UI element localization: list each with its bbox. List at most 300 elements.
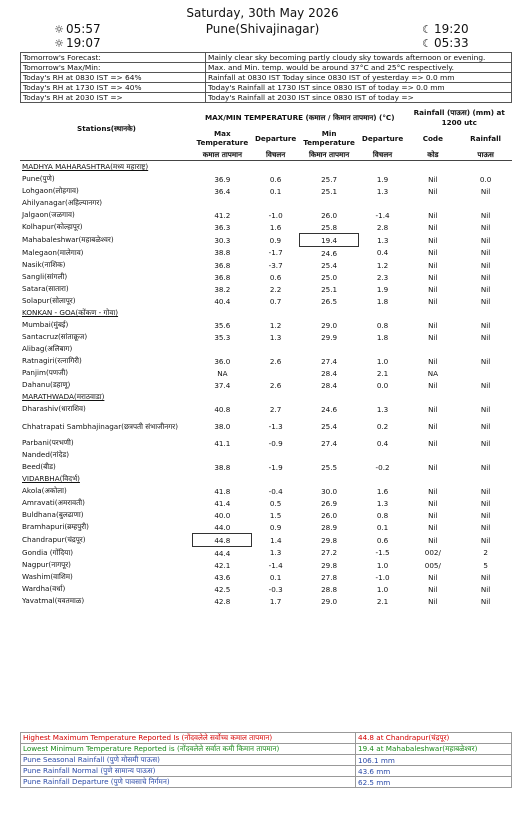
min-temp: 29.9 [321,332,338,342]
max-temp: 40.0 [214,510,231,520]
forecast-key: Today's RH at 0830 IST => 64% [21,73,206,83]
station-name: Solapur(सोलापूर) [22,296,76,305]
station-name: Yavatmal(यवतमाळ) [22,596,85,605]
summary-label: Highest Maximum Temperature Reported Is (नोंदवलेले सर्वोच्च कमाल तापमान) [21,733,356,744]
station-name: Chhatrapati Sambhajinagar(छत्रपती संभाजीनगर) [22,421,179,431]
station-name: Panjim(पणजी) [22,368,69,377]
max-departure: -1.4 [268,560,283,570]
rain-code: Nil [428,222,438,232]
section-title: MARATHWADA(मराठवाडा) [22,392,105,401]
min-departure [359,449,407,461]
min-temp: 28.8 [321,584,338,594]
min-temp: 26.9 [321,498,338,508]
min-departure: -0.2 [375,462,390,472]
max-departure: 0.1 [269,186,282,196]
min-temp: 25.8 [321,222,338,232]
rainfall-value: Nil [480,510,491,520]
min-departure: 0.1 [376,522,389,532]
max-departure: -1.9 [268,462,283,472]
rain-code: Nil [428,572,438,582]
rainfall-value: Nil [480,535,491,545]
station-row [20,403,512,415]
min-temp: 25.0 [321,272,338,282]
max-departure: 0.6 [269,272,282,282]
min-temp: 19.4 [300,234,359,247]
min-departure: 0.0 [376,380,389,390]
max-departure: 2.2 [269,284,282,294]
station-row [20,509,512,521]
min-departure: 1.9 [376,284,389,294]
max-temp: 44.8 [193,534,252,547]
moonset-value: 05:33 [434,36,469,50]
station-name: Nasik(नाशिक) [22,260,66,269]
section-row [20,307,512,319]
max-temp: 38.2 [214,284,231,294]
forecast-value: Rainfall at 0830 IST Today since 0830 IST of yesterday => 0.0 mm [206,73,512,83]
station-row [20,295,512,307]
summary-row [21,766,512,777]
max-temp: 42.8 [214,596,231,606]
forecast-row [21,83,512,93]
min-temp: 25.5 [321,462,338,472]
max-departure [252,367,300,379]
max-departure: -1.0 [268,210,283,220]
max-departure: 1.5 [269,510,282,520]
rain-code: Nil [428,356,438,366]
min-departure: 1.2 [376,260,389,270]
report-date: Saturday, 30th May 2026 [186,6,339,20]
forecast-value: Max. and Min. temp. would be around 37°C and 25°C respectively. [206,63,512,73]
min-departure: 1.3 [377,235,389,245]
station-name: Ratnagiri(रत्नागिरी) [22,356,82,365]
max-temp: 38.8 [214,462,231,472]
sunrise-time [52,22,101,36]
forecast-row [21,93,512,103]
min-departure: 0.4 [376,438,389,448]
forecast-value: Mainly clear sky becoming partly cloudy sky towards afternoon or evening. [206,53,512,63]
max-temp: 36.3 [214,222,231,232]
rainfall-value: Nil [480,186,491,196]
min-temp: 27.2 [321,548,338,558]
max-departure: 1.6 [269,222,282,232]
station-name: Bramhapuri(ब्रम्हपुरी) [22,522,89,532]
min-temp: 26.0 [321,510,338,520]
rainfall-value [459,343,512,355]
summary-value: 62.5 mm [356,777,512,788]
station-row [20,283,512,295]
col-group-temperature: MAX/MIN TEMPERATURE (कमाल / किमान तापमान) (°C) [204,112,395,122]
col-max: Max Temperature [196,129,249,147]
rain-code: Nil [428,260,438,270]
section-row [20,391,512,403]
rain-code: Nil [428,498,438,508]
station-name: Ahilyanagar(अहिल्यानगर) [22,198,103,207]
rainfall-value: Nil [480,235,491,245]
max-temp: 43.6 [214,572,231,582]
min-temp: 26.5 [321,296,338,306]
station-name: Jalgaon(जळगाव) [22,210,75,219]
station-row [20,319,512,331]
min-departure: -1.0 [375,572,390,582]
max-temp: NA [217,368,228,378]
max-departure: 1.7 [269,596,282,606]
min-departure: 0.8 [376,510,389,520]
rain-code: Nil [428,404,438,414]
station-name: Wardha(वर्धा) [22,584,66,593]
min-departure: 2.8 [376,222,389,232]
min-departure: 0.6 [376,535,389,545]
station-city: Pune(Shivajinagar) [205,22,320,36]
rainfall-value: Nil [480,356,491,366]
min-temp: 28.9 [321,522,338,532]
col-hi-blank [20,149,193,161]
rain-code: Nil [428,486,438,496]
min-departure: 1.0 [376,356,389,366]
min-temp: 25.1 [321,284,338,294]
section-title: VIDARBHA(विदर्भ) [22,474,80,483]
station-row [20,534,512,547]
section-title: MADHYA MAHARASHTRA(मध्य महाराष्ट्र) [22,162,149,171]
station-name: Buldhana(बुलढाणा) [22,510,84,519]
forecast-row [21,73,512,83]
rain-code: Nil [428,272,438,282]
moonrise-value: 19:20 [434,22,469,36]
min-temp: 29.0 [321,596,338,606]
max-departure: 2.6 [269,380,282,390]
station-row [20,461,512,473]
min-departure: -1.5 [375,548,390,558]
sunrise-value: 05:57 [66,22,101,36]
rain-code [406,197,459,209]
rainfall-value: 0.0 [479,174,492,184]
rainfall-value: Nil [480,522,491,532]
col-min: Min Temperature [303,129,355,147]
max-departure: 0.1 [269,572,282,582]
col-rainfall: Rainfall [470,133,502,143]
min-departure: 0.4 [376,248,389,258]
max-departure: -0.3 [268,584,283,594]
rainfall-value: Nil [480,380,491,390]
min-temp [300,343,359,355]
station-row [20,271,512,283]
station-name: Chandrapur(चंद्रपूर) [22,535,86,544]
min-temp: 28.4 [321,380,338,390]
summary-label: Pune Rainfall Departure (पुणे पावसाचे निर्गमन) [21,777,356,788]
min-departure [359,343,407,355]
rainfall-value: Nil [480,572,491,582]
forecast-value: Today's Rainfall at 1730 IST since 0830 IST of today => 0.0 mm [206,83,512,93]
max-temp: 42.1 [214,560,231,570]
section-row [20,473,512,485]
summary-row [21,744,512,755]
rain-code: Nil [428,462,438,472]
sunset-icon: ☼ [54,37,64,50]
summary-row [21,755,512,766]
rain-code: Nil [428,210,438,220]
rain-code: Nil [428,320,438,330]
max-temp [193,449,252,461]
station-row [20,259,512,271]
max-departure: -0.9 [268,438,283,448]
min-departure: 0.8 [376,320,389,330]
station-row [20,355,512,367]
min-departure: 1.9 [376,174,389,184]
rain-code: Nil [428,284,438,294]
min-departure: 0.2 [376,421,389,431]
station-row [20,559,512,571]
min-temp: 25.4 [321,421,338,431]
station-row [20,571,512,583]
max-temp: 40.8 [214,404,231,414]
rain-code: Nil [428,248,438,258]
min-temp: 29.8 [321,535,338,545]
forecast-row [21,53,512,63]
max-temp: 44.0 [214,522,231,532]
max-temp: 41.1 [214,438,231,448]
min-departure: -1.4 [375,210,390,220]
rain-code: Nil [428,421,438,431]
station-name: Satara(सातारा) [22,284,69,293]
min-temp: 27.4 [321,438,338,448]
max-temp: 42.5 [214,584,231,594]
station-name: Santacruz(सांताक्रूज) [22,332,88,341]
max-temp: 36.4 [214,186,231,196]
rainfall-value: 2 [483,548,488,558]
min-temp: 30.0 [321,486,338,496]
station-row [20,221,512,234]
min-temp [300,449,359,461]
station-name: Sangli(सांगली) [22,272,68,281]
max-temp: 35.6 [214,320,231,330]
station-name: Amravati(अमरावती) [22,498,85,507]
rainfall-value: Nil [480,404,491,414]
station-name: Pune(पुणे) [22,174,55,183]
min-departure: 1.6 [376,486,389,496]
max-departure: 0.6 [269,174,282,184]
col-hi-min: किमान तापमान [300,149,359,161]
rainfall-value: Nil [480,222,491,232]
rain-code: Nil [428,174,438,184]
station-name: Lohgaon(लोहगाव) [22,186,79,195]
min-temp: 25.4 [321,260,338,270]
summary-label: Pune Seasonal Rainfall (पुणे मोसमी पाऊस) [21,755,356,766]
station-row [20,437,512,449]
min-temp [300,197,359,209]
min-temp: 25.7 [321,174,338,184]
summary-value: 106.1 mm [356,755,512,766]
station-row [20,331,512,343]
station-row [20,173,512,185]
summary-table [20,732,512,788]
col-stations: Stations(स्थानके) [77,123,136,133]
rainfall-value: Nil [480,260,491,270]
summary-value: 44.8 at Chandrapur(चंद्रपूर) [356,733,512,744]
max-temp: 36.0 [214,356,231,366]
station-name: Beed(बीड) [22,462,56,471]
col-hi-dep2: विचलन [359,149,407,161]
rainfall-value: Nil [480,296,491,306]
max-departure: 1.3 [269,548,282,558]
max-temp: 38.0 [214,421,231,431]
min-temp: 27.8 [321,572,338,582]
min-departure: 2.3 [376,272,389,282]
max-temp: 37.4 [214,380,231,390]
station-row [20,234,512,247]
max-temp: 41.4 [214,498,231,508]
max-departure: 2.6 [269,356,282,366]
max-departure: 0.7 [269,296,282,306]
summary-label: Lowest Minimum Temperature Reported is (नोंदवलेले सर्वात कमी किमान तापमान) [21,744,356,755]
station-row [20,583,512,595]
max-temp: 36.8 [214,272,231,282]
station-row [20,521,512,534]
max-temp: 36.8 [214,260,231,270]
col-code: Code [422,133,443,143]
station-name: Kolhapur(कोल्हापूर) [22,222,83,232]
rainfall-value: Nil [480,248,491,258]
rain-code [406,343,459,355]
station-name: Mahabaleshwar(महाबळेश्वर) [22,235,114,244]
max-departure: 2.7 [269,404,282,414]
station-name: Parbani(परभणी) [22,438,74,447]
min-temp: 25.1 [321,186,338,196]
max-departure [252,343,300,355]
min-departure: 1.3 [376,186,389,196]
summary-row [21,777,512,788]
rain-code: 005/ [424,560,441,570]
sunset-time [52,36,101,50]
rainfall-value: Nil [480,210,491,220]
rainfall-value [459,197,512,209]
max-temp: 41.8 [214,486,231,496]
min-temp: 29.0 [321,320,338,330]
rain-code: Nil [428,235,438,245]
rainfall-value: Nil [480,486,491,496]
max-departure: 1.3 [269,332,282,342]
max-temp [193,343,252,355]
forecast-key: Today's RH at 2030 IST => [21,93,206,103]
min-departure: 1.3 [376,498,389,508]
rain-code [406,449,459,461]
station-row [20,367,512,379]
max-departure: 1.4 [270,535,282,545]
rainfall-value: Nil [480,498,491,508]
min-departure [359,197,407,209]
min-departure: 1.0 [376,560,389,570]
rainfall-value: Nil [480,462,491,472]
rain-code: Nil [428,535,438,545]
col-hi-code: कोड [406,149,459,161]
station-row [20,185,512,197]
rainfall-value [459,367,512,379]
rainfall-value: Nil [480,332,491,342]
max-departure: -1.3 [268,421,283,431]
rainfall-value [459,449,512,461]
min-departure: 1.3 [376,404,389,414]
station-name: Mumbai(मुंबई) [22,320,69,329]
sunset-value: 19:07 [66,36,101,50]
min-departure: 1.0 [376,584,389,594]
min-departure: 1.8 [376,332,389,342]
section-title: KONKAN - GOA(कोंकण - गोवा) [22,308,119,317]
section-row [20,161,512,174]
station-row [20,595,512,607]
rain-code: Nil [428,186,438,196]
moonrise-time [420,22,469,36]
rain-code: 002/ [424,548,441,558]
station-row [20,547,512,560]
forecast-value: Today's Rainfall at 2030 IST since 0830 IST of today => [206,93,512,103]
max-departure [252,449,300,461]
max-temp [193,197,252,209]
min-departure: 1.8 [376,296,389,306]
min-temp: 24.6 [321,248,338,258]
station-row [20,197,512,209]
min-temp: 29.8 [321,560,338,570]
station-row [20,415,512,437]
moonrise-icon: ☾ [422,23,432,36]
rainfall-value: Nil [480,284,491,294]
report-header [0,0,525,52]
rainfall-value: Nil [480,272,491,282]
station-name: Malegaon(मालेगाव) [22,247,84,257]
forecast-key: Tomorrow's Forecast: [21,53,206,63]
station-row [20,209,512,221]
station-name: Nagpur(नागपूर) [22,560,71,569]
min-departure: 2.1 [376,596,389,606]
rain-code: Nil [428,332,438,342]
station-name: Dharashiv(धाराशिव) [22,404,86,413]
station-name: Gondia (गोंदिया) [22,547,73,557]
station-row [20,497,512,509]
summary-row [21,733,512,744]
rain-code: Nil [428,296,438,306]
max-temp: 35.3 [214,332,231,342]
max-temp: 44.4 [214,548,231,558]
min-temp: 27.4 [321,356,338,366]
col-hi-max: कमाल तापमान [193,149,252,161]
min-temp: 28.4 [321,368,338,378]
max-departure: 1.2 [269,320,282,330]
rainfall-value: Nil [480,421,491,431]
station-name: Nanded(नांदेड) [22,450,70,459]
moonset-icon: ☾ [422,37,432,50]
min-temp: 24.6 [321,404,338,414]
station-name: Akola(अकोला) [22,486,67,495]
rain-code: Nil [428,438,438,448]
max-temp: 41.2 [214,210,231,220]
rain-code: Nil [428,584,438,594]
forecast-key: Tomorrow's Max/Min: [21,63,206,73]
max-departure: -0.4 [268,486,283,496]
summary-value: 43.6 mm [356,766,512,777]
station-row [20,343,512,355]
max-departure: -1.7 [268,248,283,258]
sunrise-icon: ☼ [54,23,64,36]
max-departure: 0.5 [269,498,282,508]
rain-code: Nil [428,510,438,520]
summary-label: Pune Rainfall Normal (पुणे सामान्य पाऊस) [21,766,356,777]
min-temp: 26.0 [321,210,338,220]
station-row [20,485,512,497]
rain-code: Nil [428,596,438,606]
max-departure: -3.7 [268,260,283,270]
rainfall-value: Nil [480,320,491,330]
forecast-key: Today's RH at 1730 IST => 40% [21,83,206,93]
col-hi-dep: विचलन [252,149,300,161]
forecast-row [21,63,512,73]
rain-code: Nil [428,380,438,390]
